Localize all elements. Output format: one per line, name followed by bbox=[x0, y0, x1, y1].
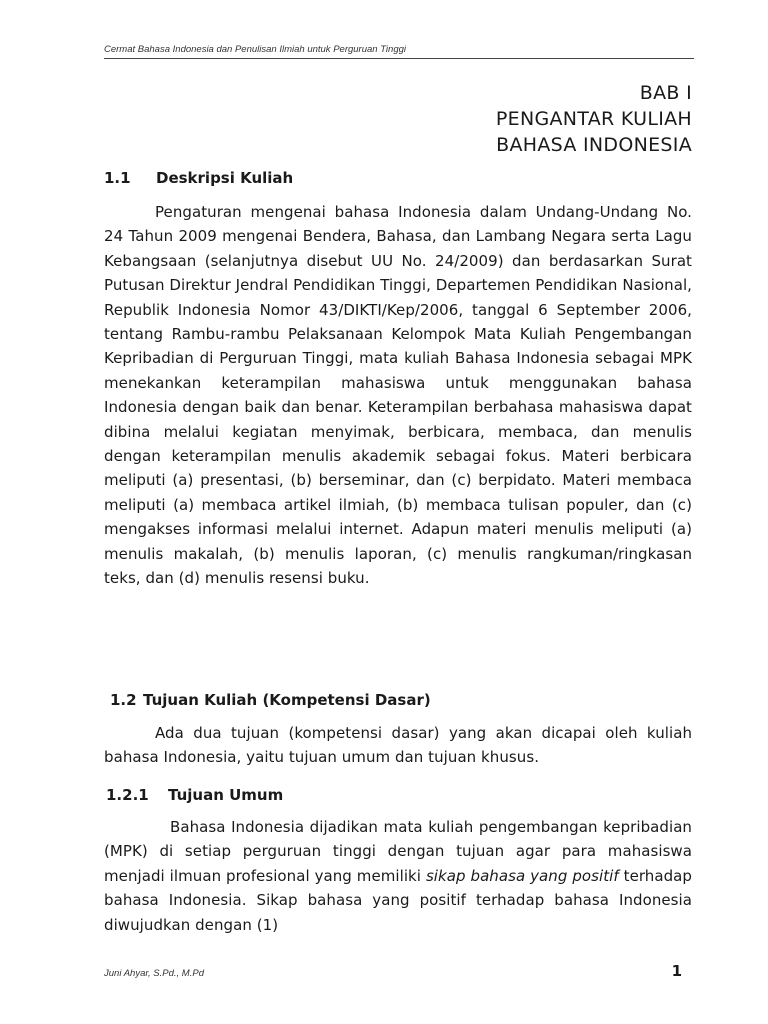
running-header: Cermat Bahasa Indonesia dan Penulisan Ilmiah untuk Perguruan Tinggi bbox=[104, 44, 406, 55]
paragraph-text: Pengaturan mengenai bahasa Indonesia dalam Undang-Undang No. 24 Tahun 2009 mengenai Bendera, Bahasa, dan Lambang Negara serta Lagu Kebangsaan (selanjutnya disebut UU No. 24/2009) dan berdasarkan Surat Putusan Direktur Jendral Pendidikan Tinggi, Departemen Pendidikan Nasional, Republik Indonesia Nomor 43/DIKTI/Kep/2006, tanggal 6 September 2006, tentang Rambu-rambu Pelaksanaan Kelompok Mata Kuliah Pengembangan Kepribadian di Perguruan Tinggi, mata kuliah Bahasa Indonesia sebagai MPK menekankan keterampilan mahasiswa untuk menggunakan bahasa Indonesia dengan baik dan benar. Keterampilan berbahasa mahasiswa dapat dibina melalui kegiatan menyimak, berbicara, membaca, dan menulis dengan keterampilan menulis akademik sebagai fokus. Materi berbicara meliputi (a) presentasi, (b) berseminar, dan (c) berpidato. Materi membaca meliputi (a) membaca artikel ilmiah, (b) membaca tulisan populer, dan (c) mengakses informasi melalui internet. Adapun materi menulis meliputi (a) menulis makalah, (b) menulis laporan, (c) menulis rangkuman/ringkasan teks, dan (d) menulis resensi buku. bbox=[104, 203, 692, 588]
page-number: 1 bbox=[671, 962, 682, 980]
paragraph-tujuan-kuliah bbox=[104, 721, 692, 770]
section-number: 1.2 bbox=[110, 691, 137, 709]
header-rule bbox=[104, 58, 694, 59]
chapter-title-line-2: BAHASA INDONESIA bbox=[496, 134, 692, 156]
chapter-number: BAB I bbox=[639, 82, 692, 104]
section-number: 1.1 bbox=[104, 169, 131, 187]
chapter-title-line-1: PENGANTAR KULIAH bbox=[495, 108, 692, 130]
running-footer-author: Juni Ahyar, S.Pd., M.Pd bbox=[104, 968, 204, 979]
section-heading-1-2-1 bbox=[106, 785, 283, 805]
section-number: 1.2.1 bbox=[106, 786, 149, 804]
paragraph-tujuan-umum bbox=[104, 815, 692, 937]
paragraph-text-part-2: terhadap bahasa Indonesia. Sikap bahasa yang positif terhadap bahasa Indonesia diwujudkan dengan (1) bbox=[104, 866, 692, 934]
section-heading-1-1 bbox=[104, 168, 293, 188]
paragraph-text: Ada dua tujuan (kompetensi dasar) yang akan dicapai oleh kuliah bahasa Indonesia, yaitu tujuan umum dan tujuan khusus. bbox=[104, 724, 692, 767]
paragraph-deskripsi-kuliah bbox=[104, 200, 692, 591]
section-title: Tujuan Kuliah (Kompetensi Dasar) bbox=[143, 691, 431, 709]
chapter-title bbox=[496, 80, 692, 158]
section-title: Deskripsi Kuliah bbox=[156, 169, 294, 187]
paragraph-text-part-1: Bahasa Indonesia dijadikan mata kuliah pengembangan kepribadian (MPK) di setiap perguruan tinggi dengan tujuan agar para mahasiswa menjadi ilmuan profesional yang memiliki bbox=[104, 818, 692, 885]
paragraph-italic-phrase: sikap bahasa yang positif bbox=[425, 866, 619, 885]
section-title: Tujuan Umum bbox=[168, 786, 284, 804]
section-heading-1-2 bbox=[110, 690, 431, 710]
